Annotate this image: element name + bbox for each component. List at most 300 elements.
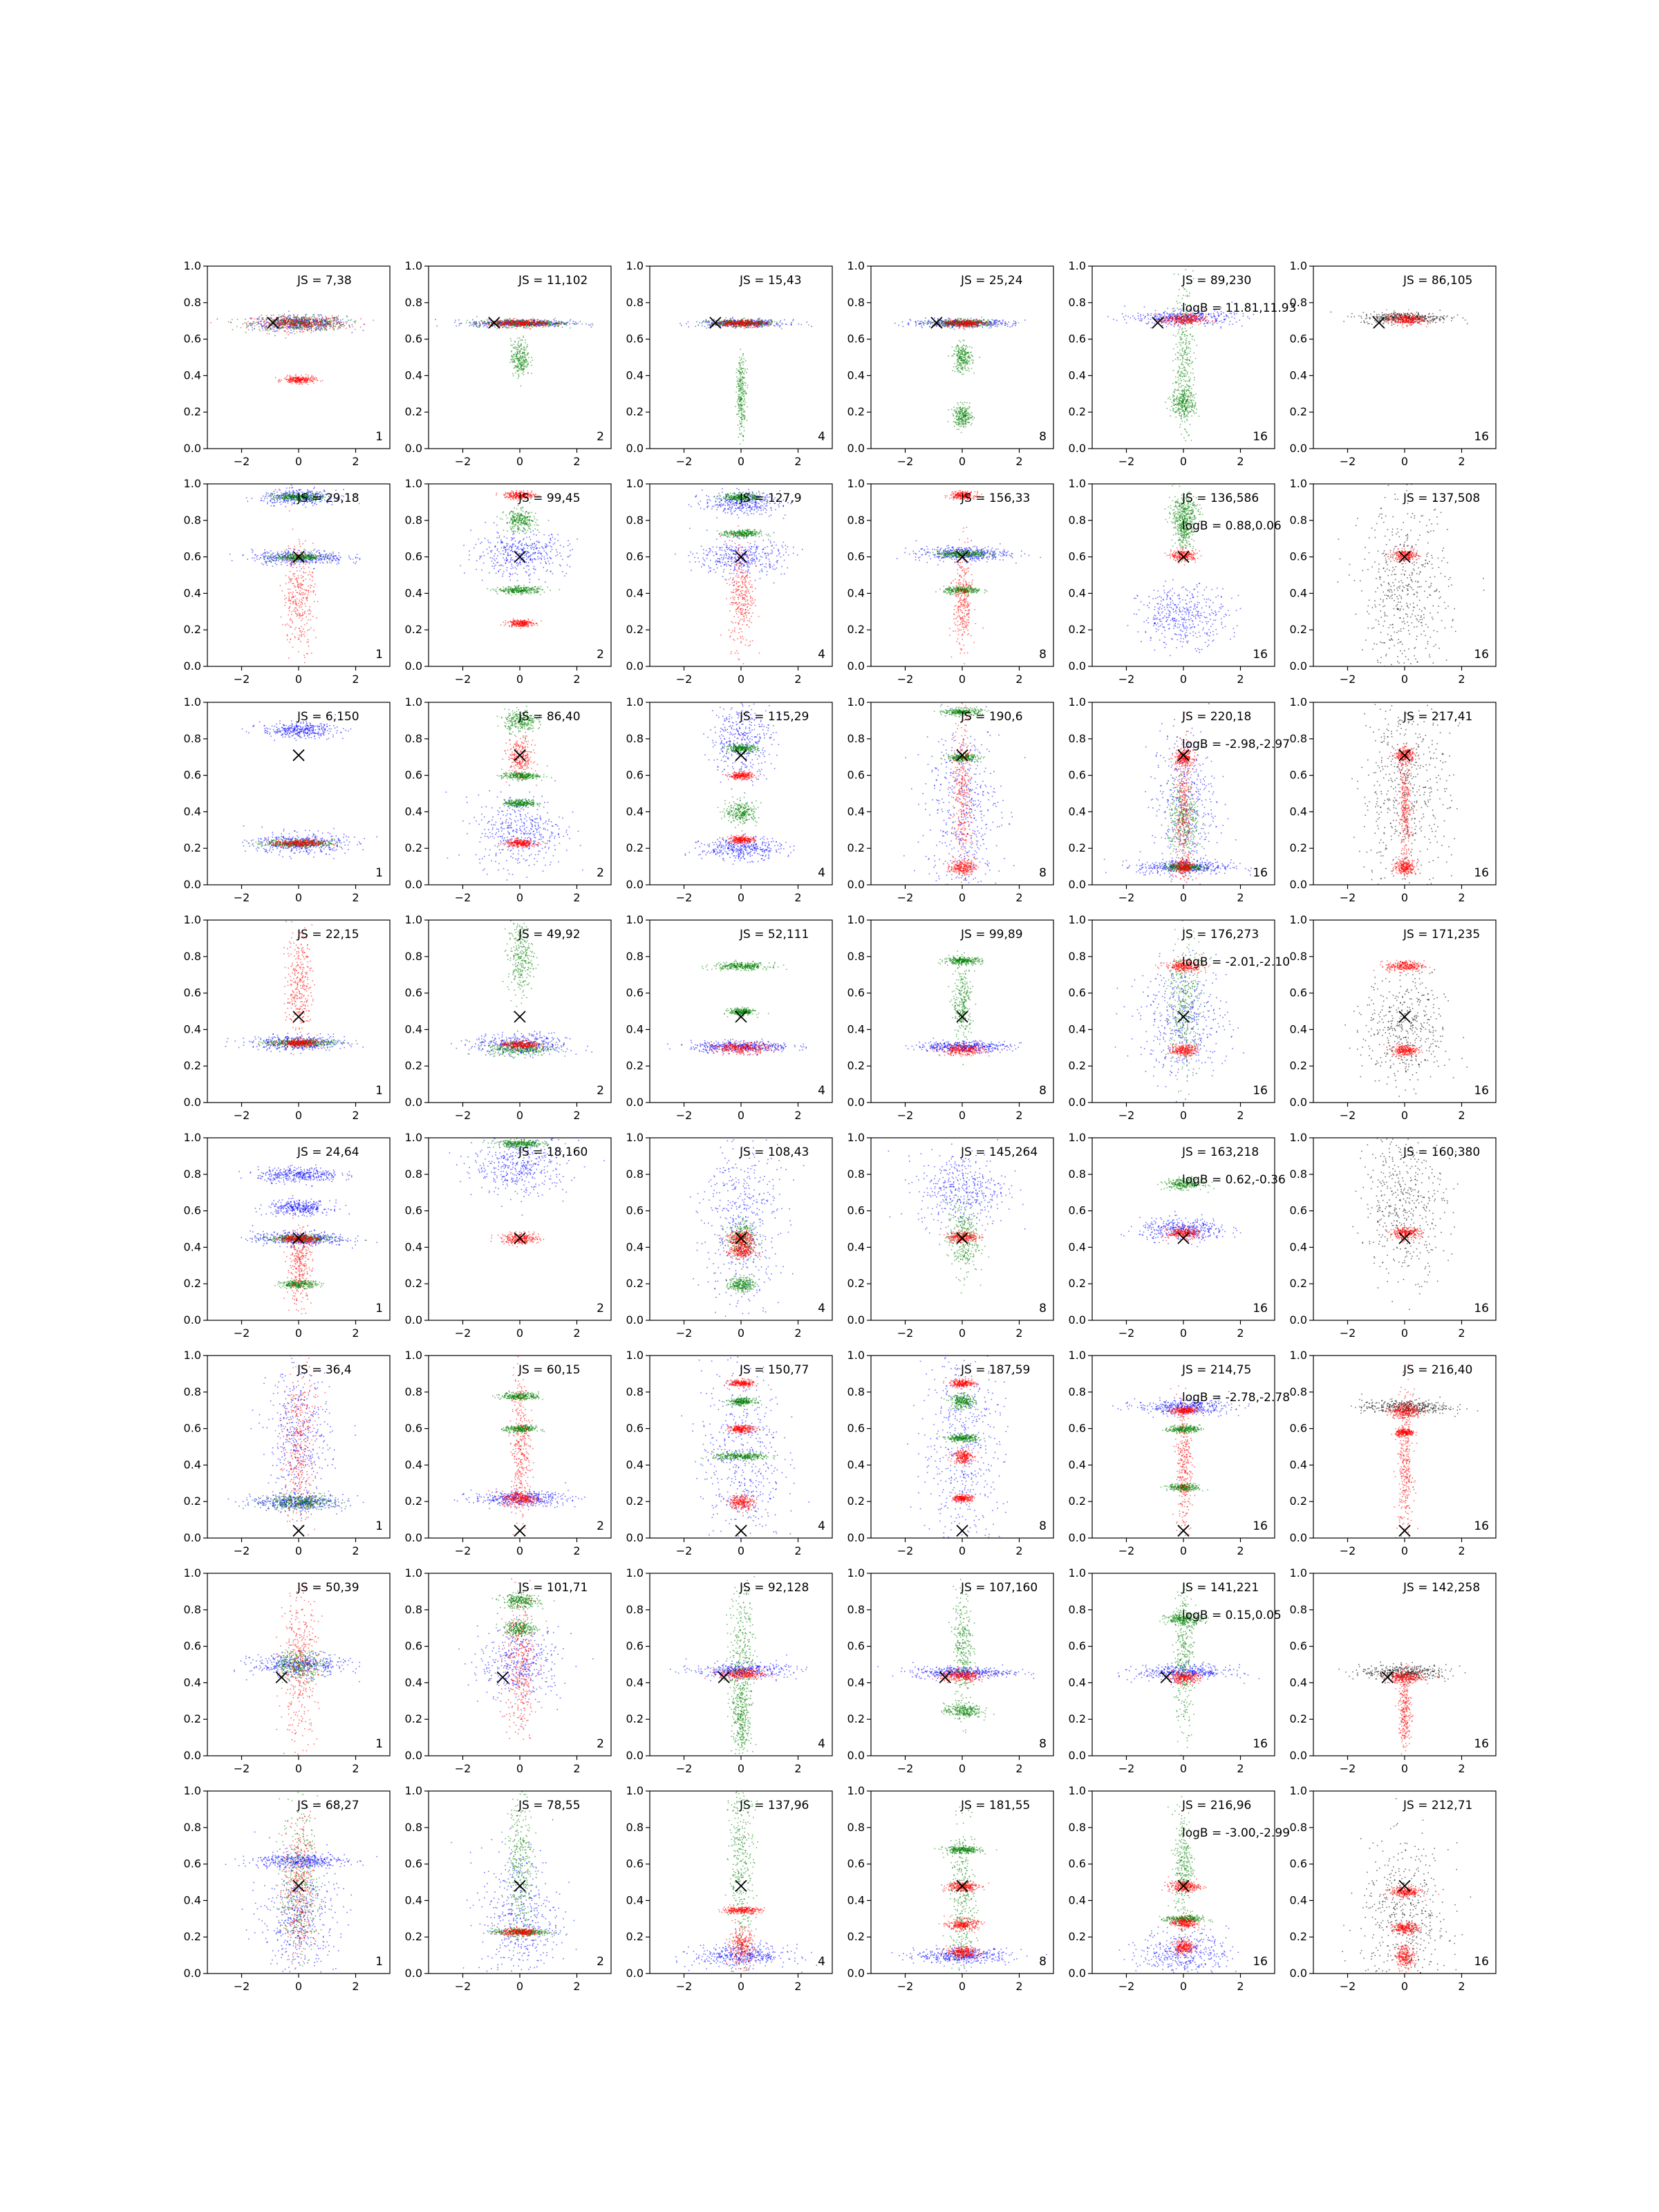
scatter-point-red [287, 375, 288, 376]
scatter-point-green [741, 385, 742, 386]
scatter-point-red [299, 377, 301, 378]
scatter-point-red [299, 319, 301, 321]
scatter-point-blue [576, 324, 577, 325]
scatter-point-red [747, 319, 749, 321]
scatter-point-blue [455, 320, 456, 321]
scatter-point-blue [778, 324, 779, 325]
scatter-point-green [330, 318, 332, 319]
scatter-point-blue [297, 315, 299, 316]
scatter-point-green [739, 399, 740, 400]
scatter-point-blue [459, 323, 460, 324]
scatter-point-green [742, 355, 744, 357]
scatter-point-red [283, 316, 284, 317]
scatter-point-red [308, 376, 309, 377]
scatter-point-green [520, 356, 521, 357]
scatter-point-green [518, 346, 520, 348]
scatter-point-red [541, 321, 542, 322]
scatter-point-red [509, 321, 511, 322]
scatter-point-green [713, 319, 715, 321]
scatter-point-red [317, 379, 318, 381]
scatter-point-green [265, 319, 267, 320]
scatter-point-blue [251, 326, 252, 327]
scatter-point-red [337, 321, 338, 323]
scatter-point-blue [791, 324, 792, 326]
scatter-point-red [309, 321, 310, 323]
scatter-point-red [316, 324, 317, 325]
scatter-point-red [532, 319, 533, 321]
scatter-point-green [299, 323, 300, 324]
scatter-point-blue [930, 322, 932, 324]
scatter-point-blue [732, 317, 733, 318]
scatter-point-red [288, 331, 289, 332]
scatter-point-red [751, 324, 752, 325]
scatter-point-red [260, 323, 261, 324]
scatter-point-blue [919, 321, 921, 322]
scatter-point-red [743, 325, 744, 326]
scatter-point-red [282, 324, 283, 326]
scatter-point-green [959, 347, 960, 348]
scatter-point-green [301, 321, 302, 322]
scatter-point-blue [473, 326, 474, 327]
scatter-point-blue [473, 324, 474, 325]
scatter-point-blue [562, 327, 563, 328]
scatter-point-green [527, 373, 529, 374]
scatter-point-red [545, 324, 546, 326]
panel-count-label: 2 [597, 430, 604, 444]
scatter-point-blue [313, 316, 315, 317]
scatter-point-green [309, 317, 310, 319]
scatter-point-blue [807, 321, 808, 323]
scatter-point-blue [793, 319, 794, 320]
scatter-point-blue [696, 321, 697, 323]
scatter-point-red [527, 325, 528, 326]
scatter-point-red [324, 319, 326, 321]
scatter-point-green [744, 400, 746, 401]
scatter-point-blue [1013, 321, 1015, 322]
scatter-point-blue [786, 324, 787, 325]
scatter-point-green [741, 398, 742, 400]
scatter-point-red [287, 321, 288, 322]
scatter-point-red [303, 326, 305, 327]
scatter-point-red [287, 328, 288, 330]
scatter-point-green [518, 351, 520, 353]
scatter-point-green [741, 421, 742, 422]
scatter-point-red [541, 321, 543, 322]
scatter-point-red [543, 323, 544, 324]
scatter-point-green [521, 344, 522, 345]
scatter-point-green [315, 323, 316, 324]
scatter-point-blue [293, 315, 294, 317]
scatter-point-green [279, 315, 280, 316]
scatter-point-green [966, 346, 967, 347]
scatter-point-green [313, 322, 315, 324]
scatter-point-blue [348, 320, 349, 321]
scatter-point-blue [798, 324, 800, 325]
scatter-point-green [565, 323, 567, 324]
scatter-point-red [748, 322, 749, 324]
scatter-point-blue [972, 328, 973, 329]
scatter-point-red [735, 321, 736, 323]
scatter-point-green [967, 346, 968, 348]
scatter-point-green [988, 323, 989, 324]
scatter-point-green [295, 317, 297, 318]
scatter-point-red [528, 319, 529, 321]
scatter-point-red [537, 324, 538, 326]
scatter-point-green [975, 319, 976, 321]
scatter-point-green [511, 340, 512, 341]
scatter-point-green [744, 393, 746, 395]
scatter-point-green [741, 413, 742, 415]
scatter-point-red [268, 325, 269, 326]
scatter-point-green [524, 352, 525, 353]
scatter-point-red [326, 327, 328, 328]
scatter-point-red [731, 319, 732, 320]
scatter-point-green [520, 340, 521, 341]
scatter-point-green [739, 357, 740, 358]
y-tick-label: 1.0 [405, 259, 422, 272]
scatter-point-blue [923, 324, 924, 326]
scatter-point-blue [285, 325, 286, 326]
scatter-point-green [941, 324, 943, 325]
scatter-point-red [250, 317, 251, 319]
scatter-point-red [529, 324, 530, 325]
scatter-point-green [740, 423, 741, 424]
scatter-point-red [341, 324, 342, 326]
scatter-point-green [487, 320, 489, 321]
scatter-point-green [513, 362, 514, 363]
scatter-point-blue [780, 325, 781, 326]
scatter-point-red [759, 321, 760, 323]
scatter-point-green [326, 325, 327, 326]
scatter-point-green [941, 320, 942, 321]
scatter-point-blue [548, 326, 550, 328]
x-tick-label: 2 [573, 455, 580, 468]
scatter-point-green [510, 345, 512, 346]
scatter-point-green [957, 353, 958, 355]
scatter-point-green [744, 430, 745, 431]
scatter-point-red [509, 323, 511, 324]
scatter-point-green [507, 324, 508, 326]
scatter-point-blue [903, 326, 904, 328]
scatter-point-red [500, 326, 501, 327]
scatter-point-red [312, 326, 314, 327]
scatter-point-green [991, 327, 992, 328]
scatter-point-green [991, 321, 993, 323]
scatter-point-green [733, 320, 734, 321]
scatter-point-blue [473, 322, 474, 324]
scatter-point-red [279, 329, 281, 330]
scatter-point-blue [284, 314, 285, 315]
scatter-point-red [306, 374, 307, 375]
scatter-point-red [761, 327, 762, 328]
scatter-point-green [514, 358, 516, 359]
scatter-point-red [290, 375, 291, 376]
scatter-point-green [514, 367, 516, 368]
scatter-point-red [299, 384, 301, 385]
scatter-point-red [293, 379, 294, 381]
scatter-point-green [709, 325, 711, 326]
scatter-point-red [322, 317, 324, 318]
scatter-point-green [747, 387, 748, 388]
scatter-point-red [726, 324, 727, 326]
scatter-point-red [748, 325, 749, 326]
scatter-point-green [989, 321, 991, 322]
scatter-point-red [299, 379, 301, 381]
panel-count-label: 4 [818, 430, 825, 444]
scatter-point-blue [995, 324, 997, 325]
scatter-point-red [292, 381, 294, 382]
scatter-point-blue [688, 326, 689, 328]
scatter-point-green [740, 434, 742, 435]
scatter-point-green [744, 382, 745, 384]
scatter-point-red [528, 324, 529, 325]
scatter-point-blue [435, 319, 436, 320]
scatter-point-green [268, 330, 269, 332]
scatter-point-red [289, 315, 290, 316]
scatter-point-green [944, 319, 946, 321]
scatter-point-blue [908, 324, 910, 326]
scatter-point-blue [264, 324, 265, 326]
scatter-point-red [296, 318, 297, 319]
scatter-point-red [541, 325, 542, 326]
scatter-point-red [513, 321, 514, 322]
scatter-point-red [749, 322, 751, 324]
scatter-point-green [292, 326, 293, 328]
scatter-point-red [297, 379, 299, 380]
scatter-point-green [550, 322, 551, 324]
scatter-point-green [744, 371, 746, 372]
scatter-point-red [283, 330, 285, 332]
scatter-point-green [273, 329, 274, 330]
scatter-point-green [721, 321, 722, 322]
scatter-point-green [738, 379, 740, 381]
scatter-point-green [290, 317, 291, 319]
scatter-point-red [720, 321, 721, 323]
scatter-point-green [742, 362, 743, 364]
scatter-point-green [315, 329, 317, 330]
scatter-point-red [511, 320, 512, 321]
scatter-point-red [547, 321, 548, 323]
scatter-point-green [527, 355, 528, 356]
scatter-point-red [559, 321, 560, 323]
scatter-point-green [248, 325, 250, 326]
scatter-point-red [740, 326, 741, 327]
scatter-point-green [261, 319, 263, 320]
scatter-point-blue [573, 321, 574, 322]
scatter-point-red [346, 328, 347, 329]
scatter-point-green [480, 324, 481, 326]
scatter-point-green [466, 322, 467, 324]
scatter-point-red [508, 326, 509, 328]
scatter-point-green [739, 394, 740, 395]
scatter-point-blue [997, 321, 999, 323]
scatter-point-green [518, 376, 520, 377]
scatter-point-green [521, 348, 523, 349]
scatter-point-red [301, 330, 303, 331]
scatter-point-green [522, 370, 523, 371]
scatter-point-red [755, 324, 756, 326]
scatter-point-red [525, 324, 526, 325]
scatter-point-green [738, 437, 740, 438]
scatter-point-blue [340, 319, 341, 321]
scatter-point-green [739, 429, 740, 431]
scatter-point-red [512, 322, 514, 324]
scatter-point-blue [320, 330, 321, 332]
scatter-point-red [261, 321, 263, 322]
scatter-point-red [306, 377, 307, 378]
scatter-point-green [512, 356, 513, 357]
scatter-point-red [317, 328, 318, 330]
scatter-point-green [521, 365, 523, 366]
y-tick-label: 0.0 [626, 442, 644, 455]
scatter-point-green [323, 321, 324, 322]
scatter-point-red [497, 324, 498, 325]
scatter-point-green [740, 377, 741, 379]
scatter-point-green [326, 323, 328, 324]
scatter-point-blue [934, 317, 935, 319]
scatter-point-red [281, 327, 282, 328]
scatter-point-blue [336, 320, 337, 321]
scatter-point-blue [477, 327, 478, 328]
scatter-point-green [531, 373, 532, 374]
scatter-point-green [292, 328, 294, 330]
scatter-point-green [350, 320, 351, 321]
scatter-point-green [928, 320, 930, 321]
scatter-point-green [467, 320, 468, 321]
scatter-point-red [339, 321, 340, 323]
scatter-point-red [494, 326, 495, 327]
scatter-point-red [292, 319, 293, 321]
scatter-point-red [279, 379, 280, 381]
scatter-point-green [743, 427, 744, 429]
scatter-point-blue [341, 322, 342, 324]
scatter-point-green [518, 362, 520, 364]
scatter-point-green [997, 325, 998, 326]
scatter-point-blue [301, 327, 303, 328]
scatter-point-green [741, 417, 742, 418]
scatter-point-red [307, 380, 308, 382]
scatter-point-green [527, 364, 528, 366]
scatter-point-green [738, 413, 740, 415]
y-tick-label: 0.6 [184, 332, 201, 346]
scatter-point-blue [916, 324, 917, 326]
scatter-point-red [297, 377, 298, 378]
scatter-point-red [765, 324, 767, 325]
scatter-point-green [968, 357, 969, 359]
js-annotation: JS = 15,43 [739, 274, 802, 288]
scatter-point-blue [252, 330, 253, 331]
scatter-point-red [514, 318, 516, 319]
scatter-point-red [283, 320, 285, 321]
scatter-point-red [312, 322, 313, 324]
scatter-point-red [753, 325, 755, 326]
scatter-point-green [740, 396, 741, 397]
scatter-point-green [265, 328, 267, 330]
scatter-point-blue [292, 332, 293, 334]
scatter-point-blue [490, 321, 491, 322]
scatter-point-green [355, 329, 356, 330]
scatter-point-green [349, 325, 350, 326]
scatter-point-red [310, 326, 312, 328]
scatter-point-green [946, 319, 948, 321]
scatter-point-green [741, 374, 742, 375]
scatter-point-red [531, 324, 532, 325]
scatter-point-red [332, 327, 334, 328]
scatter-point-red [292, 324, 293, 325]
scatter-point-blue [347, 317, 348, 318]
scatter-point-green [523, 357, 525, 358]
scatter-point-green [515, 346, 516, 348]
scatter-point-green [556, 324, 557, 326]
scatter-point-red [326, 323, 327, 324]
scatter-point-green [777, 325, 778, 326]
scatter-point-red [328, 321, 329, 322]
scatter-point-green [514, 361, 515, 362]
scatter-point-blue [1015, 322, 1017, 324]
scatter-point-red [300, 377, 301, 379]
scatter-point-blue [479, 321, 480, 323]
scatter-point-blue [949, 319, 950, 320]
scatter-point-blue [780, 320, 781, 321]
scatter-point-green [476, 326, 477, 327]
scatter-point-green [740, 373, 742, 374]
scatter-point-blue [290, 328, 291, 329]
scatter-point-red [273, 315, 274, 316]
scatter-point-green [741, 395, 742, 397]
scatter-point-blue [261, 325, 263, 326]
scatter-point-red [316, 319, 317, 321]
scatter-point-green [958, 317, 959, 319]
scatter-point-green [322, 329, 324, 330]
scatter-point-red [326, 317, 327, 319]
scatter-point-green [738, 371, 740, 373]
scatter-point-red [310, 382, 311, 383]
scatter-point-red [298, 321, 299, 322]
scatter-point-green [737, 413, 738, 415]
scatter-point-green [697, 325, 699, 326]
scatter-point-green [326, 321, 328, 323]
scatter-point-red [259, 323, 260, 324]
scatter-point-green [741, 433, 742, 434]
scatter-point-red [265, 321, 266, 323]
scatter-point-green [517, 347, 518, 348]
scatter-point-red [737, 321, 738, 323]
scatter-point-green [736, 368, 738, 370]
scatter-point-red [750, 319, 751, 320]
scatter-point-red [292, 321, 293, 322]
scatter-point-green [520, 353, 521, 355]
x-tick-label: 0 [738, 455, 744, 468]
scatter-point-green [581, 324, 583, 325]
scatter-point-green [998, 324, 1000, 326]
scatter-point-red [305, 379, 306, 381]
scatter-point-green [307, 320, 308, 321]
scatter-point-blue [569, 324, 570, 325]
scatter-point-green [958, 353, 959, 354]
scatter-point-red [295, 382, 297, 383]
scatter-point-blue [681, 325, 682, 326]
scatter-point-green [739, 433, 740, 435]
scatter-point-green [525, 339, 526, 341]
scatter-point-blue [770, 319, 771, 321]
scatter-point-red [286, 318, 288, 319]
scatter-point-red [290, 323, 291, 324]
scatter-point-red [308, 323, 310, 324]
scatter-point-red [317, 319, 318, 321]
scatter-point-green [750, 327, 751, 328]
scatter-point-green [503, 321, 505, 322]
scatter-point-green [948, 326, 950, 328]
